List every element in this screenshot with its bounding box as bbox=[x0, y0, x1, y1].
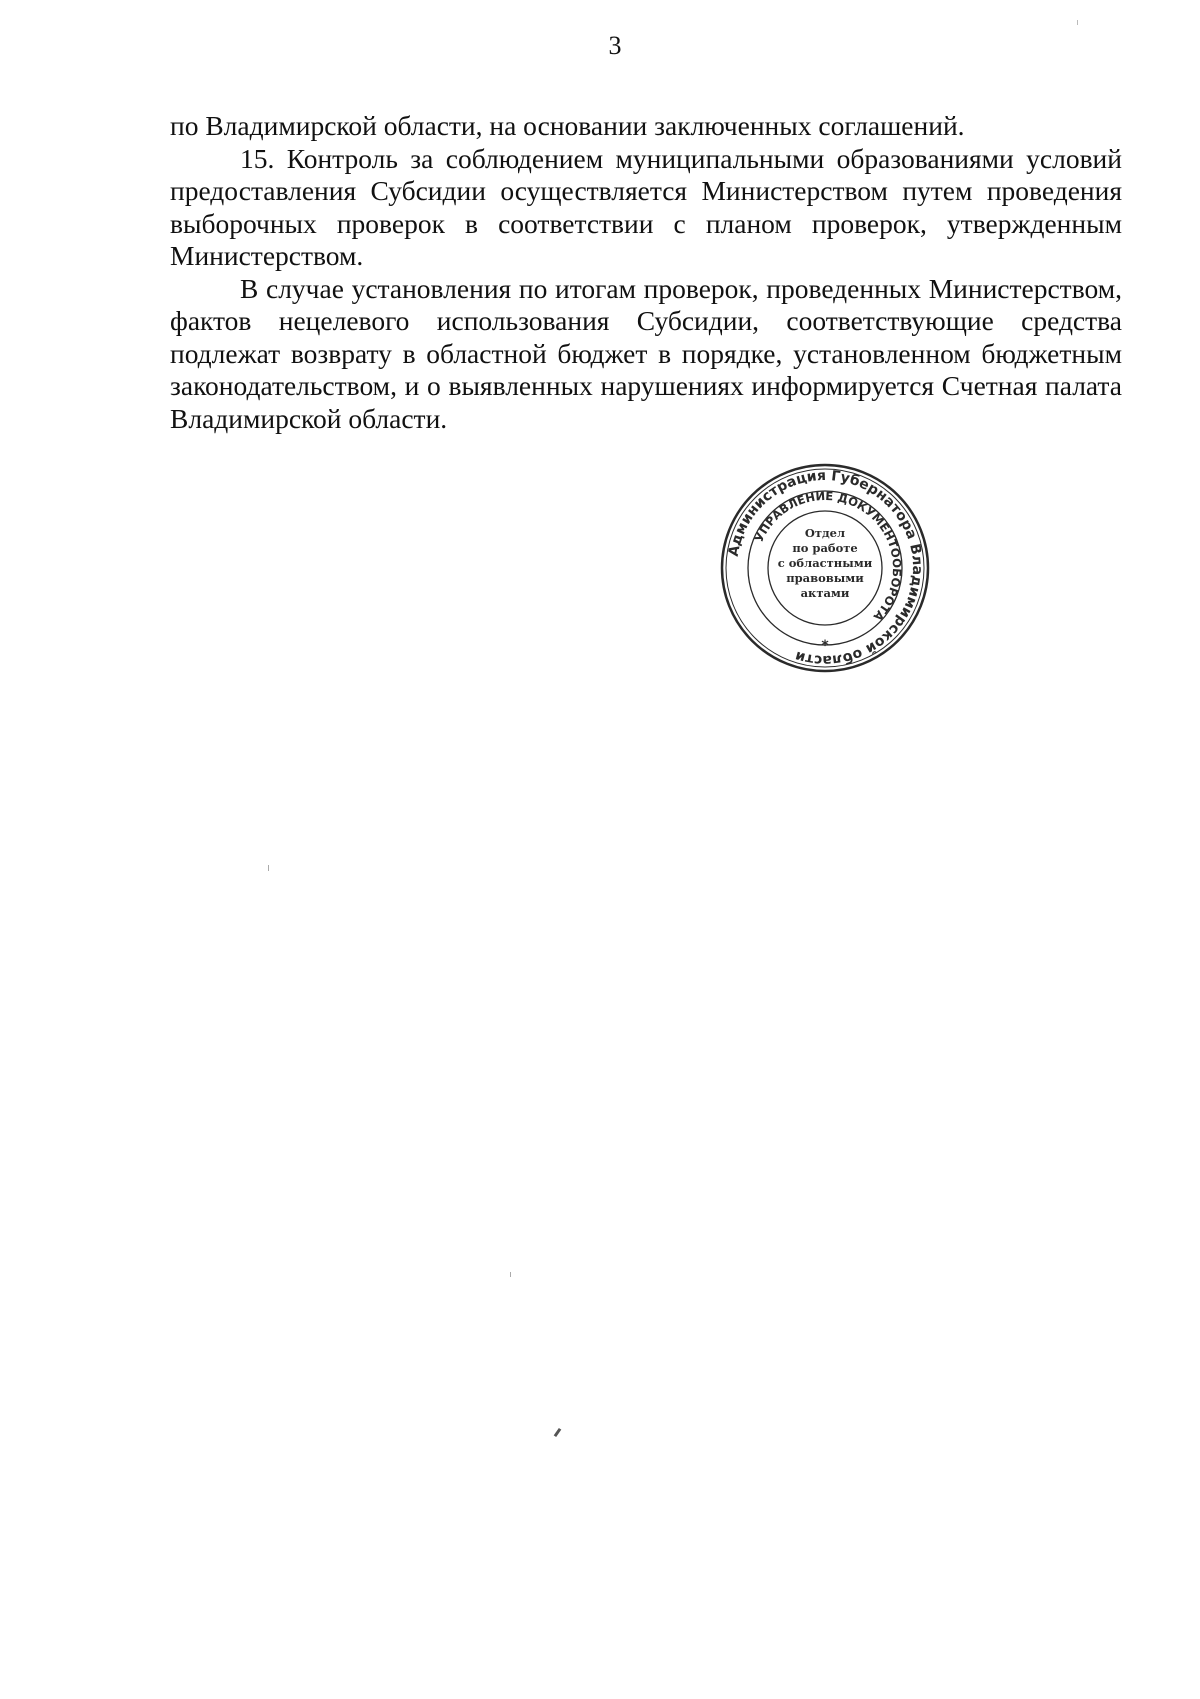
scan-speck bbox=[268, 865, 269, 871]
paragraph-item-15: 15. Контроль за соблюдением муниципальными образованиями условий предоставления Субсидии осуществляется Министерством путем проведения выборочных проверок в соответствии с планом проверок, утвержденным Министерством. bbox=[170, 142, 1122, 271]
paragraph-continuation: по Владимирской области, на основании заключенных соглашений. bbox=[170, 110, 965, 141]
paragraph-violations: В случае установления по итогам проверок, проведенных Министерством, фактов нецелевого использования Субсидии, соответствующие средства подлежат возврату в областной бюджет в порядке, установленном бюджетным законодательством, и о выявленных нарушениях информируется Счетная палата Владимирской области. bbox=[170, 272, 1122, 434]
scan-speck bbox=[1077, 20, 1078, 25]
stamp-star: * bbox=[821, 638, 829, 654]
stamp-center-line: Отдел bbox=[804, 526, 846, 540]
scan-speck bbox=[554, 1428, 562, 1437]
document-body bbox=[170, 110, 1122, 435]
stamp-center-line: по работе bbox=[792, 541, 858, 555]
page-number: 3 bbox=[608, 31, 622, 60]
stamp-center-text bbox=[769, 526, 881, 601]
stamp-center-line: актами bbox=[800, 586, 850, 600]
stamp-center-line: с областными bbox=[777, 556, 873, 570]
scan-speck bbox=[510, 1272, 511, 1277]
stamp-outer-text: Администрация Губернатора Владимирской области bbox=[725, 467, 926, 669]
stamp-inner-text: УПРАВЛЕНИЕ ДОКУМЕНТООБОРОТА bbox=[751, 488, 905, 624]
stamp-center-line: правовыми bbox=[786, 571, 864, 585]
official-stamp bbox=[719, 462, 931, 674]
